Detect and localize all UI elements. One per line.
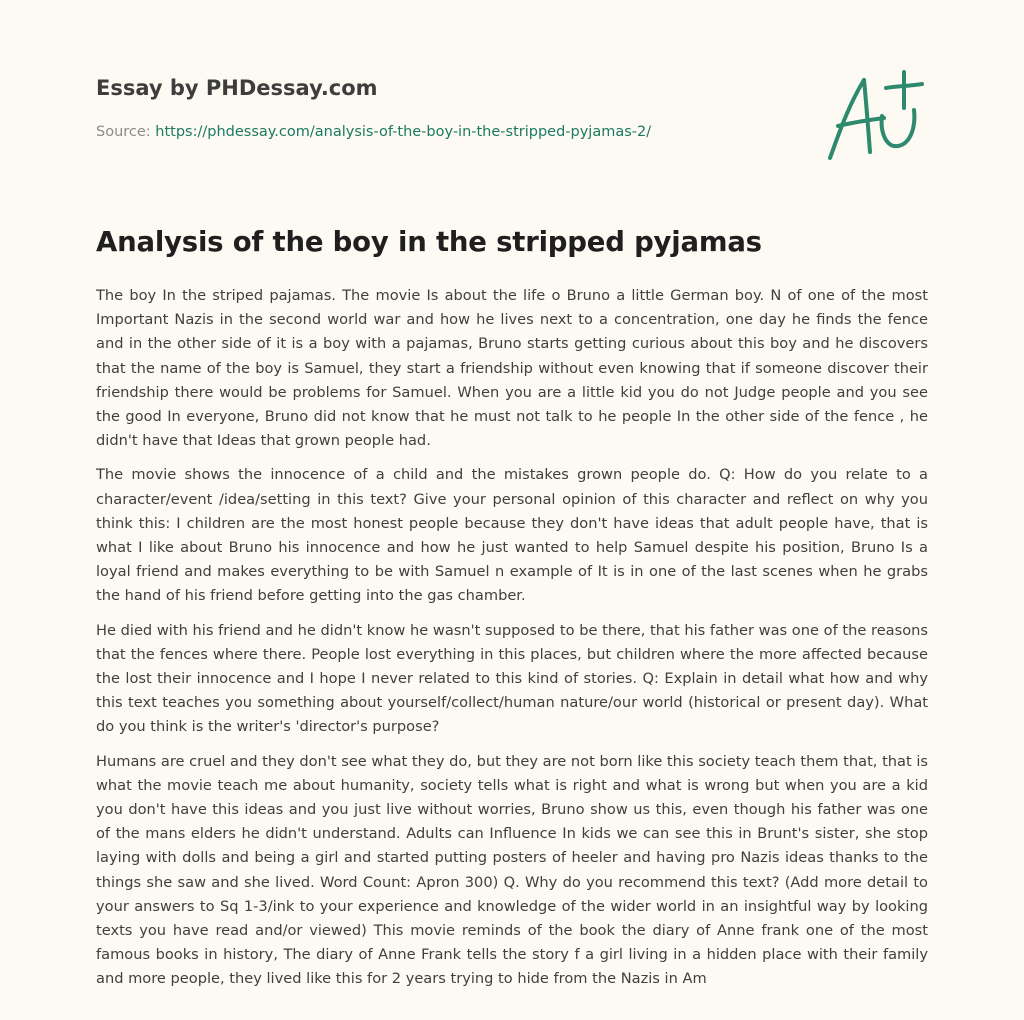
source-link[interactable]: https://phdessay.com/analysis-of-the-boy-in-the-stripped-pyjamas-2/ [155, 124, 652, 140]
essay-paragraph: The movie shows the innocence of a child and the mistakes grown people do. Q: How do you relate to a character/event /idea/setting in this text? Give your personal opinion of this character and reflect on why you think this: I children are the most honest people because they don't have ideas that adult people have, that is what I like about Bruno his innocence and how he just wanted to help Samuel despite his position, Bruno Is a loyal friend and makes everything to be with Samuel n example of It is in one of the last scenes when he grabs the hand of his friend before getting into the gas chamber. [96, 466, 928, 605]
site-brand: Essay by PHDessay.com [96, 76, 378, 100]
essay-paragraph: The boy In the striped pajamas. The movie Is about the life o Bruno a little German boy. N of one of the most Important Nazis in the second world war and how he lives next to a concentration, one day he finds the fence and in the other side of it is a boy with a pajamas, Bruno starts getting curious about this boy and he discovers that the name of the boy is Samuel, they start a friendship without even knowing that if someone discover their friendship there would be problems for Samuel. When you are a little kid you do not Judge people and you see the good In everyone, Bruno did not know that he must not talk to he people In the other side of the fence , he didn't have that Ideas that grown people had. [96, 287, 928, 450]
source-label: Source: [96, 124, 151, 140]
essay-paragraph: Humans are cruel and they don't see what they do, but they are not born like this society teach them that, that is what the movie teach me about humanity, society tells what is right and what is wrong but when you are a kid you don't have this ideas and you just live without worries, Bruno show us this, even though his father was one of the mans elders he didn't understand. Adults can Influence In kids we can see this in Brunt's sister, she stop laying with dolls and being a girl and started putting posters of heeler and having pro Nazis ideas thanks to the things she saw and she lived. Word Count: Apron 300) Q. Why do you recommend this text? (Add more detail to your answers to Sq 1-3/ink to your experience and knowledge of the wider world in an insightful way by looking texts you have read and/or viewed) This movie reminds of the book the diary of Anne frank one of the most famous books in history, The diary of Anne Frank tells the story f a girl living in a hidden place with their family and more people, they lived like this for 2 years trying to hide from the Nazis in Am [96, 752, 928, 988]
essay-body [96, 284, 928, 1002]
source-line [96, 124, 651, 140]
a-plus-logo-icon [820, 66, 930, 166]
essay-title: Analysis of the boy in the stripped pyjamas [96, 226, 762, 258]
essay-paragraph: He died with his friend and he didn't know he wasn't supposed to be there, that his father was one of the reasons that the fences where there. People lost everything in this places, but children where the more affected because the lost their innocence and I hope I never related to this kind of stories. Q: Explain in detail what how and why this text teaches you something about yourself/collect/human nature/our world (historical or present day). What do you think is the writer's 'director's purpose? [96, 621, 928, 736]
